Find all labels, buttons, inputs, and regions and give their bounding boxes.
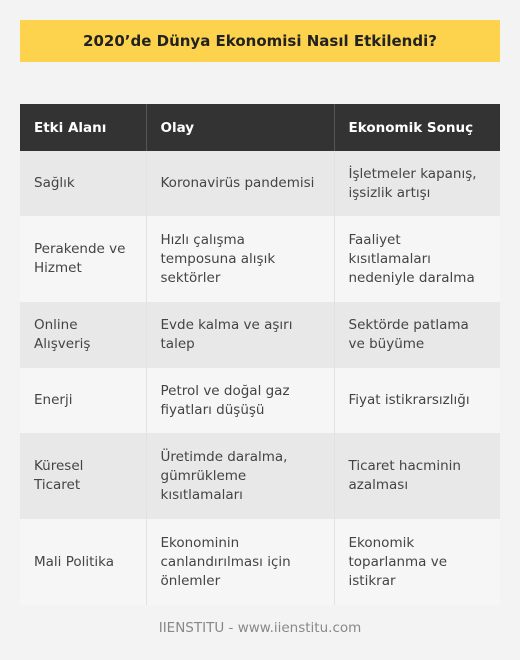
table-cell: Evde kalma ve aşırı talep — [146, 302, 334, 368]
table-cell: Petrol ve doğal gaz fiyatları düşüşü — [146, 368, 334, 433]
table-row — [20, 519, 500, 605]
table-row — [20, 216, 500, 302]
table-header-row — [20, 104, 500, 151]
table-row — [20, 302, 500, 368]
data-table — [20, 104, 500, 605]
table-cell: Ekonominin canlandırılması için önlemler — [146, 519, 334, 605]
table-cell: Faaliyet kısıtlamaları nedeniyle daralma — [334, 216, 500, 302]
table-row — [20, 151, 500, 216]
footer-credit: IIENSTITU - www.iienstitu.com — [158, 620, 362, 636]
table-row — [20, 368, 500, 433]
table-cell: Ticaret hacminin azalması — [334, 433, 500, 519]
table-cell: Üretimde daralma, gümrükleme kısıtlamaları — [146, 433, 334, 519]
table-cell: Perakende ve Hizmet — [20, 216, 146, 302]
table-cell: Sağlık — [20, 151, 146, 216]
table-cell: Sektörde patlama ve büyüme — [334, 302, 500, 368]
column-header-economic-result: Ekonomik Sonuç — [334, 104, 500, 151]
table-cell: Hızlı çalışma temposuna alışık sektörler — [146, 216, 334, 302]
table-cell: Koronavirüs pandemisi — [146, 151, 334, 216]
table-cell: Fiyat istikrarsızlığı — [334, 368, 500, 433]
table-cell: Online Alışveriş — [20, 302, 146, 368]
table-cell: Mali Politika — [20, 519, 146, 605]
column-header-event: Olay — [146, 104, 334, 151]
table-cell: İşletmeler kapanış, işsizlik artışı — [334, 151, 500, 216]
table-cell: Küresel Ticaret — [20, 433, 146, 519]
column-header-impact-area: Etki Alanı — [20, 104, 146, 151]
table-row — [20, 433, 500, 519]
table-cell: Ekonomik toparlanma ve istikrar — [334, 519, 500, 605]
table-cell: Enerji — [20, 368, 146, 433]
page-title: 2020’de Dünya Ekonomisi Nasıl Etkilendi? — [20, 20, 500, 62]
